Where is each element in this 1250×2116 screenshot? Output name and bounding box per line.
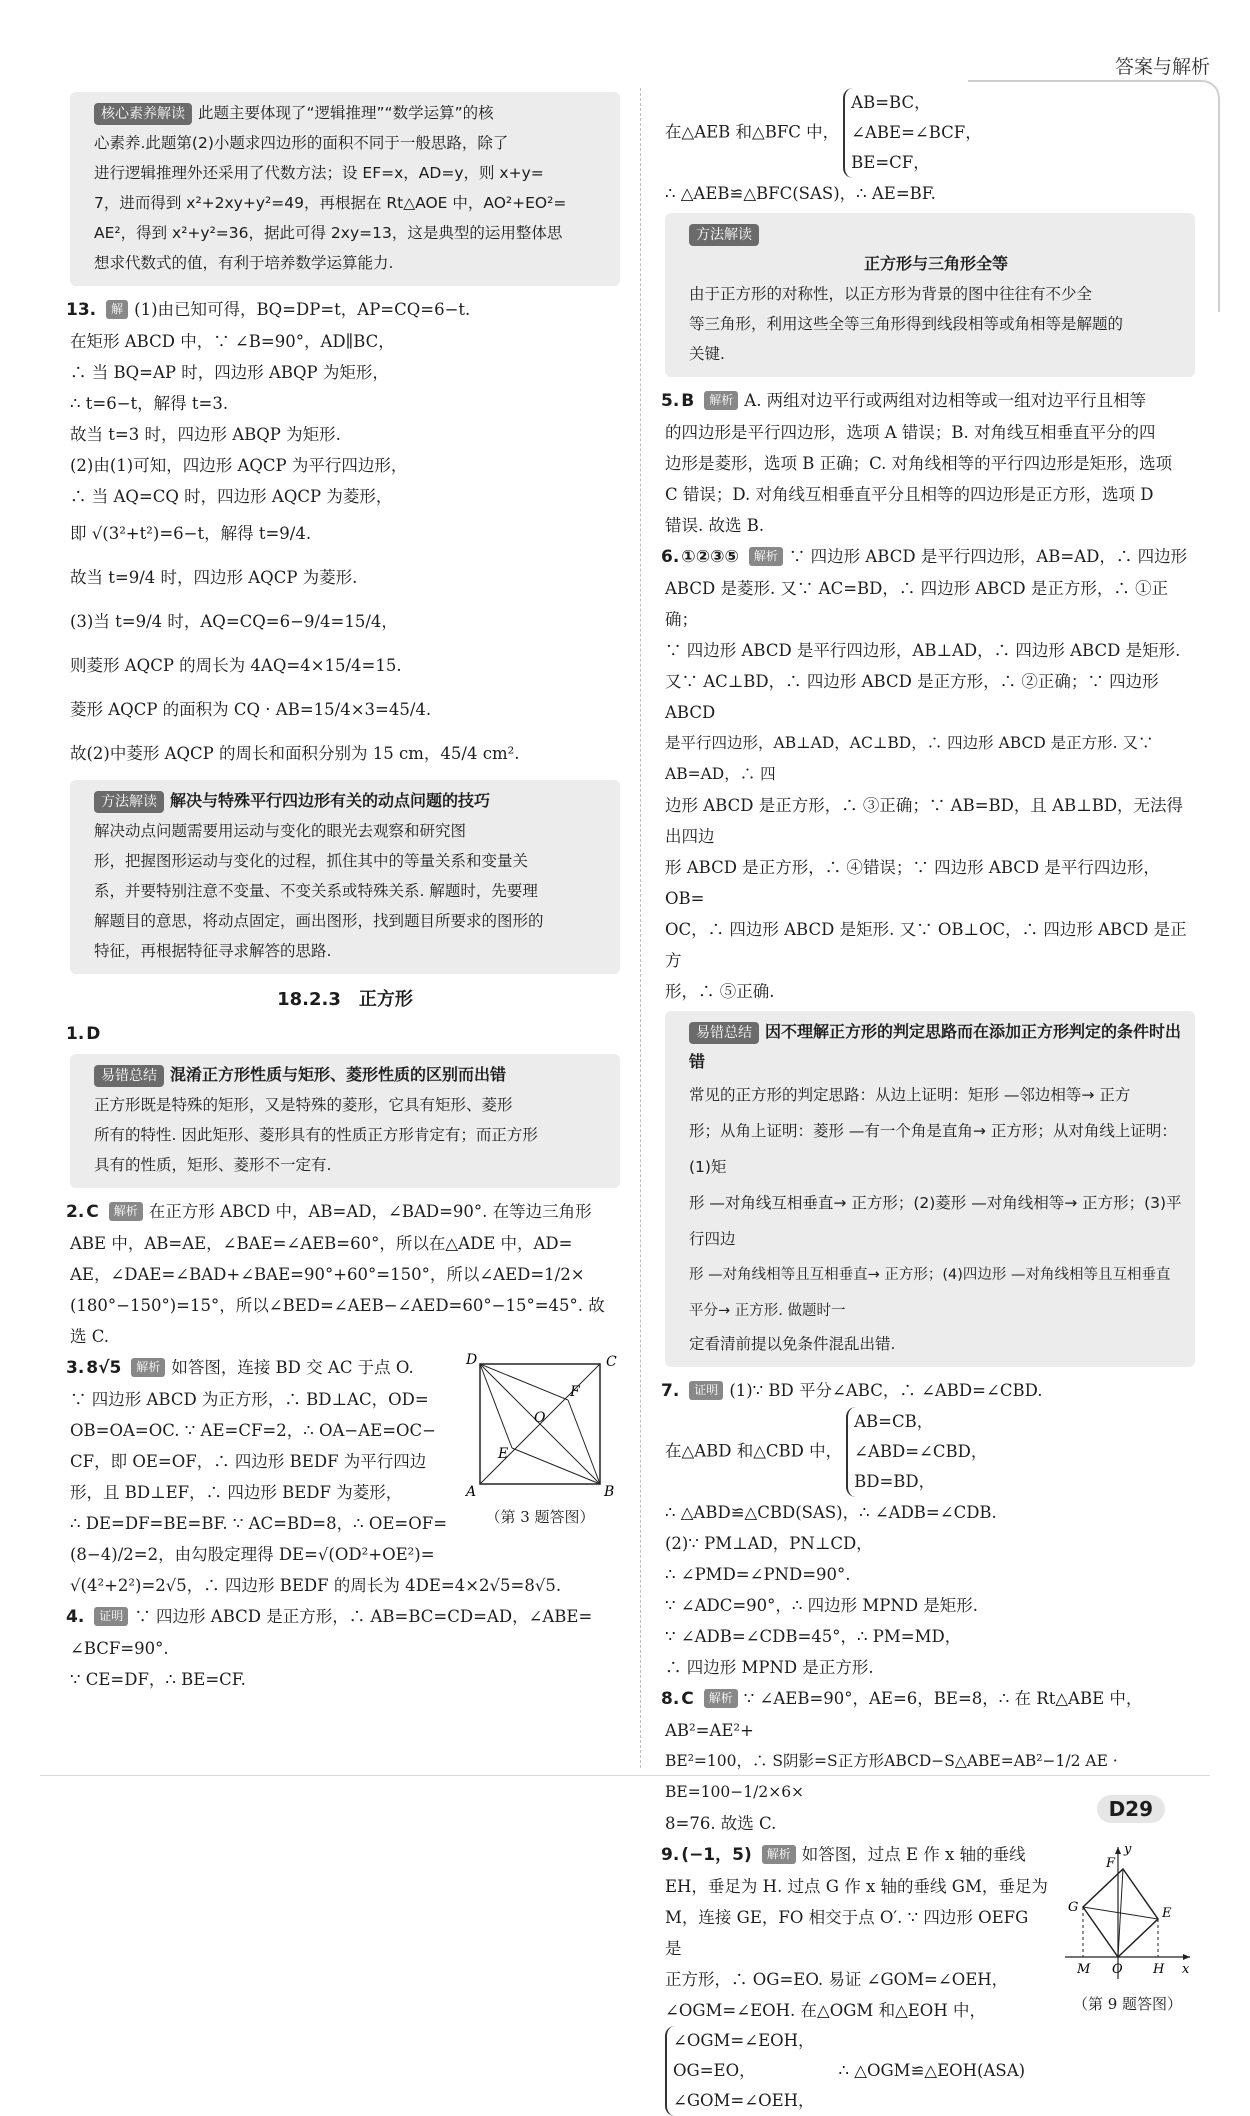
method-box-1 <box>70 780 620 974</box>
brace-line: BE=CF， <box>851 153 930 172</box>
question-answer: C <box>681 1689 694 1709</box>
method-box-2 <box>665 213 1195 377</box>
answer-line: 如答图，连接 BD 交 AC 于点 O. <box>171 1358 414 1377</box>
answer-line: A. 两组对边平行或两组对边相等或一组对边平行且相等 <box>744 391 1147 410</box>
answer-line: 故当 t=9/4 时，四边形 AQCP 为菱形. <box>70 568 358 587</box>
answer-line: (1)∵ BD 平分∠ABC，∴ ∠ABD=∠CBD. <box>729 1381 1043 1400</box>
answer-line: ∴ △AEB≌△BFC(SAS)，∴ AE=BF. <box>665 184 936 203</box>
box-line: 心素养.此题第(2)小题求四边形的面积不同于一般思路，除了 <box>94 134 509 152</box>
answer-line: ∴ 四边形 MPND 是正方形. <box>665 1658 874 1677</box>
answer-line: 的四边形是平行四边形，选项 A 错误；B. 对角线互相垂直平分的四 <box>665 423 1156 442</box>
answer-line: ∠BCF=90°. <box>70 1639 169 1658</box>
box-line: 关键. <box>689 345 725 363</box>
method-tag: 方法解读 <box>94 791 164 813</box>
box-line: 具有的性质，矩形、菱形不一定有. <box>94 1156 332 1174</box>
box-line: 系，并要特别注意不变量、不变关系或特殊关系. 解题时，先要理 <box>94 882 538 900</box>
label-B: B <box>604 1484 615 1500</box>
answer-line: ∴ 当 AQ=CQ 时，四边形 AQCP 为菱形， <box>70 487 393 506</box>
question-number: 5. <box>661 391 680 411</box>
question-13 <box>66 294 620 776</box>
box-line: 形 —对角线互相垂直→ 正方形；(2)菱形 —对角线相等→ 正方形；(3)平行四边 <box>689 1194 1182 1248</box>
error-title: 因不理解正方形的判定思路而在添加正方形判定的条件时出错 <box>689 1022 1182 1071</box>
analysis-tag: 解析 <box>762 1845 796 1864</box>
proof-tag: 证明 <box>689 1381 723 1400</box>
answer-line: (1)由已知可得，BQ=DP=t，AP=CQ=6−t. <box>134 300 471 319</box>
answer-line: 形 ABCD 是正方形，∴ ④错误；∵ 四边形 ABCD 是平行四边形，OB= <box>665 858 1160 908</box>
figure-caption: （第 9 题答图） <box>1072 1995 1183 2013</box>
error-tag: 易错总结 <box>689 1022 759 1044</box>
section-title: 18.2.3 正方形 <box>277 989 413 1010</box>
proof-tag: 证明 <box>94 1607 128 1626</box>
answer-line: 故(2)中菱形 AQCP 的周长和面积分别为 15 cm，45/4 cm². <box>70 744 520 763</box>
question-number: 4. <box>66 1607 85 1627</box>
box-line: 解题目的意思，将动点固定，画出图形，找到题目所要求的图形的 <box>94 912 544 930</box>
box-line: 定看清前提以免条件混乱出错. <box>689 1335 896 1353</box>
box-line: 此题主要体现了“逻辑推理”“数学运算”的核 <box>198 104 494 122</box>
question-number: 7. <box>661 1381 680 1401</box>
answer-line: √(4²+2²)=2√5，∴ 四边形 BEDF 的周长为 4DE=4×2√5=8√5. <box>70 1576 562 1595</box>
box-line: 所有的特性. 因此矩形、菱形具有的性质正方形肯定有；而正方形 <box>94 1126 538 1144</box>
error-tag: 易错总结 <box>94 1065 164 1087</box>
box-line: 正方形既是特殊的矩形，又是特殊的菱形，它具有矩形、菱形 <box>94 1096 513 1114</box>
answer-line: 菱形 AQCP 的面积为 CQ · AB=15/4×3=45/4. <box>70 700 432 719</box>
method-title: 解决与特殊平行四边形有关的动点问题的技巧 <box>170 791 491 810</box>
answer-line: 在正方形 ABCD 中，AB=AD，∠BAD=90°. 在等边三角形 <box>148 1202 592 1221</box>
box-line: 等三角形，利用这些全等三角形得到线段相等或角相等是解题的 <box>689 315 1124 333</box>
answer-line: OB=OA=OC. ∵ AE=CF=2，∴ OA−AE=OC− <box>70 1421 436 1440</box>
question-number: 9. <box>661 1845 680 1865</box>
method-tag: 方法解读 <box>689 224 759 246</box>
answer-line: 错误. 故选 B. <box>665 516 765 535</box>
answer-line: ∠OGM=∠EOH. 在△OGM 和△EOH 中， <box>665 2001 986 2020</box>
label-E: E <box>1162 1906 1172 1921</box>
brace-line: BD=BD， <box>854 1472 936 1491</box>
brace-line: OG=EO， <box>673 2061 756 2080</box>
box-line: 形 —对角线相等且互相垂直→ 正方形；(4)四边形 —对角线相等且互相垂直平分→ 正方形. 做题时一 <box>689 1267 1171 1319</box>
answer-line: OC，∴ 四边形 ABCD 是矩形. 又∵ OB⊥OC，∴ 四边形 ABCD 是正方 <box>665 920 1187 970</box>
label-H: H <box>1153 1962 1165 1977</box>
column-divider <box>640 88 641 1768</box>
label-x: x <box>1182 1962 1190 1977</box>
answer-line: CF，即 OE=OF，∴ 四边形 BEDF 为平行四边 <box>70 1452 427 1471</box>
answer-line: BE²=100，∴ S阴影=S正方形ABCD−S△ABE=AB²−1/2 AE · BE=100−1/2×6× <box>665 1752 1118 1801</box>
brace-line: ∠ABD=∠CBD， <box>854 1442 988 1461</box>
brace-line: ∠OGM=∠EOH， <box>673 2031 815 2050</box>
answer-line: ∴ ∠PMD=∠PND=90°. <box>665 1565 851 1584</box>
answer-line: 如答图，过点 E 作 x 轴的垂线 <box>801 1845 1026 1864</box>
label-F: F <box>570 1384 580 1400</box>
question-5 <box>661 385 1195 541</box>
answer-line: 则菱形 AQCP 的周长为 4AQ=4×15/4=15. <box>70 656 402 675</box>
answer-line: (2)∵ PM⊥AD，PN⊥CD， <box>665 1534 873 1553</box>
page-header: 答案与解析 <box>1114 56 1210 78</box>
analysis-tag: 解析 <box>749 547 783 566</box>
brace-line: ∠GOM=∠OEH， <box>673 2091 815 2110</box>
answer-line: ∵ 四边形 ABCD 为正方形，∴ BD⊥AC，OD= <box>70 1390 429 1409</box>
brace-system <box>846 1407 987 1497</box>
answer-line: (3)当 t=9/4 时，AQ=CQ=6−9/4=15/4， <box>70 612 398 631</box>
question-number: 2. <box>66 1202 85 1222</box>
left-column <box>66 88 620 1695</box>
answer-line: 边形 ABCD 是正方形，∴ ③正确；∵ AB=BD，且 AB⊥BD，无法得出四边 <box>665 796 1184 846</box>
question-answer: ①②③⑤ <box>681 547 739 567</box>
question-number: 13. <box>66 300 97 320</box>
answer-line: AE，∠DAE=∠BAD+∠BAE=90°+60°=150°，所以∠AED=1/2× <box>70 1265 585 1284</box>
answer-line: ∵ ∠ADB=∠CDB=45°，∴ PM=MD， <box>665 1627 962 1646</box>
question-number: 3. <box>66 1358 85 1378</box>
solution-tag: 解 <box>106 300 128 319</box>
answer-line: 形，且 BD⊥EF，∴ 四边形 BEDF 为菱形， <box>70 1483 403 1502</box>
answer-line: ∴ 当 BQ=AP 时，四边形 ABQP 为矩形， <box>70 363 389 382</box>
answer-line: 在矩形 ABCD 中，∵ ∠B=90°，AD∥BC， <box>70 332 395 351</box>
method-title: 正方形与三角形全等 <box>863 254 1008 273</box>
analysis-tag: 解析 <box>704 1689 738 1708</box>
label-F: F <box>1106 1856 1116 1871</box>
question-9 <box>661 1839 1195 2116</box>
question-2 <box>66 1196 620 1352</box>
brace-system <box>665 2026 815 2116</box>
box-line: 由于正方形的对称性，以正方形为背景的图中往往有不少全 <box>689 285 1093 303</box>
answer-line: (2)由(1)可知，四边形 AQCP 为平行四边形， <box>70 456 408 475</box>
label-O: O <box>534 1410 546 1426</box>
square-diagram <box>460 1352 620 1502</box>
answer-line: ∵ 四边形 ABCD 是平行四边形，AB=AD，∴ 四边形 <box>788 547 1188 566</box>
box-line: 特征，再根据特征寻求解答的思路. <box>94 942 332 960</box>
brace-line: AB=CB， <box>854 1412 934 1431</box>
answer-line: (180°−150°)=15°，所以∠BED=∠AEB−∠AED=60°−15°=45°. 故选 C. <box>70 1296 605 1346</box>
question-answer: 8√5 <box>86 1358 122 1378</box>
figure-caption: （第 3 题答图） <box>485 1508 595 1526</box>
label-C: C <box>606 1354 617 1370</box>
analysis-tag: 解析 <box>109 1202 143 1221</box>
question-number: 6. <box>661 547 680 567</box>
analysis-tag: 解析 <box>704 391 738 410</box>
answer-line: 即 √(3²+t²)=6−t，解得 t=9/4. <box>70 524 312 543</box>
answer-line: ∵ 四边形 ABCD 是平行四边形，AB⊥AD，∴ 四边形 ABCD 是矩形. <box>665 641 1181 660</box>
box-line: 进行逻辑推理外还采用了代数方法；设 EF=x，AD=y，则 x+y= <box>94 164 544 182</box>
question-6 <box>661 541 1195 1007</box>
answer-line: ABE 中，AB=AE，∠BAE=∠AEB=60°，所以在△ADE 中，AD= <box>70 1234 573 1253</box>
answer-line: 在△AEB 和△BFC 中， <box>665 122 840 142</box>
answer-line: 故当 t=3 时，四边形 ABQP 为矩形. <box>70 425 341 444</box>
brace-system <box>843 88 982 178</box>
question-4-continued <box>665 88 1195 209</box>
answer-line: ∴ △OGM≌△EOH(ASA) <box>838 2060 1026 2080</box>
box-line: 形，把握图形运动与变化的过程，抓住其中的等量关系和变量关 <box>94 852 529 870</box>
analysis-tag: 解析 <box>131 1358 165 1377</box>
label-y: y <box>1124 1842 1132 1857</box>
label-A: A <box>466 1484 477 1500</box>
box-line: 常见的正方形的判定思路：从边上证明：矩形 —邻边相等→ 正方 <box>689 1086 1131 1104</box>
label-M: M <box>1077 1962 1091 1977</box>
label-E: E <box>498 1446 509 1462</box>
box-line: 形；从角上证明：菱形 —有一个角是直角→ 正方形；从对角线上证明：(1)矩 <box>689 1122 1177 1176</box>
question-3 <box>66 1352 620 1601</box>
figure-q9 <box>1060 1839 1195 2014</box>
core-literacy-box <box>70 92 620 286</box>
answer-line: ∴ DE=DF=BE=BF. ∵ AC=BD=8，∴ OE=OF= <box>70 1514 448 1533</box>
page-number: D29 <box>1097 1795 1165 1823</box>
answer-line: (8−4)/2=2，由勾股定理得 DE=√(OD²+OE²)= <box>70 1545 435 1564</box>
answer-line: EH，垂足为 H. 过点 G 作 x 轴的垂线 GM，垂足为 <box>665 1877 1048 1896</box>
box-line: 解决动点问题需要用运动与变化的眼光去观察和研究图 <box>94 822 467 840</box>
error-box-2 <box>665 1011 1195 1367</box>
label-O: O <box>1112 1962 1123 1977</box>
question-number: 8. <box>661 1689 680 1709</box>
answer-line: C 错误；D. 对角线互相垂直平分且相等的四边形是正方形，选项 D <box>665 485 1154 504</box>
page-footer <box>40 1775 1210 1856</box>
box-line: AE²，得到 x²+y²=36，据此可得 2xy=13，这是典型的运用整体思 <box>94 224 563 242</box>
core-literacy-tag: 核心素养解读 <box>94 103 192 125</box>
answer-line: 形，∴ ⑤正确. <box>665 982 775 1001</box>
brace-line: ∠ABE=∠BCF， <box>851 123 982 142</box>
answer-line: 在△ABD 和△CBD 中， <box>665 1441 843 1461</box>
label-D: D <box>466 1352 478 1368</box>
question-7 <box>661 1375 1195 1683</box>
answer-line: ∵ ∠ADC=90°，∴ 四边形 MPND 是矩形. <box>665 1596 979 1615</box>
answer-line: 8=76. 故选 C. <box>665 1814 777 1833</box>
label-G: G <box>1068 1900 1079 1915</box>
error-title: 混淆正方形性质与矩形、菱形性质的区别而出错 <box>170 1065 507 1084</box>
answer-line: ABCD 是菱形. 又∵ AC=BD，∴ 四边形 ABCD 是正方形，∴ ①正确； <box>665 579 1169 629</box>
answer-line: 边形是菱形，选项 B 正确；C. 对角线相等的平行四边形是矩形，选项 <box>665 454 1173 473</box>
question-number: 1. <box>66 1024 85 1044</box>
answer-line: ∵ ∠AEB=90°，AE=6，BE=8，∴ 在 Rt△ABE 中，AB²=AE²+ <box>665 1689 1143 1740</box>
answer-line: ∴ t=6−t，解得 t=3. <box>70 394 229 413</box>
answer-line: ∵ CE=DF，∴ BE=CF. <box>70 1670 246 1689</box>
brace-line: AB=BC， <box>851 93 931 112</box>
answer-line: 又∵ AC⊥BD，∴ 四边形 ABCD 是正方形，∴ ②正确；∵ 四边形 ABCD <box>665 672 1159 722</box>
answer-line: M，连接 GE，FO 相交于点 O′. ∵ 四边形 OEFG 是 <box>665 1908 1029 1958</box>
question-answer: (−1，5) <box>681 1845 752 1865</box>
answer-line: 是平行四边形，AB⊥AD，AC⊥BD，∴ 四边形 ABCD 是正方形. 又∵ AB=AD，∴ 四 <box>665 734 1154 783</box>
coordinate-diagram <box>1060 1839 1195 1989</box>
question-answer: B <box>681 391 695 411</box>
answer-line: ∴ △ABD≌△CBD(SAS)，∴ ∠ADB=∠CDB. <box>665 1503 997 1522</box>
error-box-1 <box>70 1054 620 1188</box>
question-answer: C <box>86 1202 99 1222</box>
answer-line: 正方形，∴ OG=EO. 易证 ∠GOM=∠OEH， <box>665 1970 1009 1989</box>
figure-q3 <box>460 1352 620 1527</box>
answer-line: ∵ 四边形 ABCD 是正方形，∴ AB=BC=CD=AD，∠ABE= <box>134 1607 593 1626</box>
box-line: 7，进而得到 x²+2xy+y²=49，再根据在 Rt△AOE 中，AO²+EO²= <box>94 194 567 212</box>
question-4 <box>66 1601 620 1695</box>
box-line: 想求代数式的值，有利于培养数学运算能力. <box>94 254 394 272</box>
question-answer: D <box>86 1024 101 1044</box>
